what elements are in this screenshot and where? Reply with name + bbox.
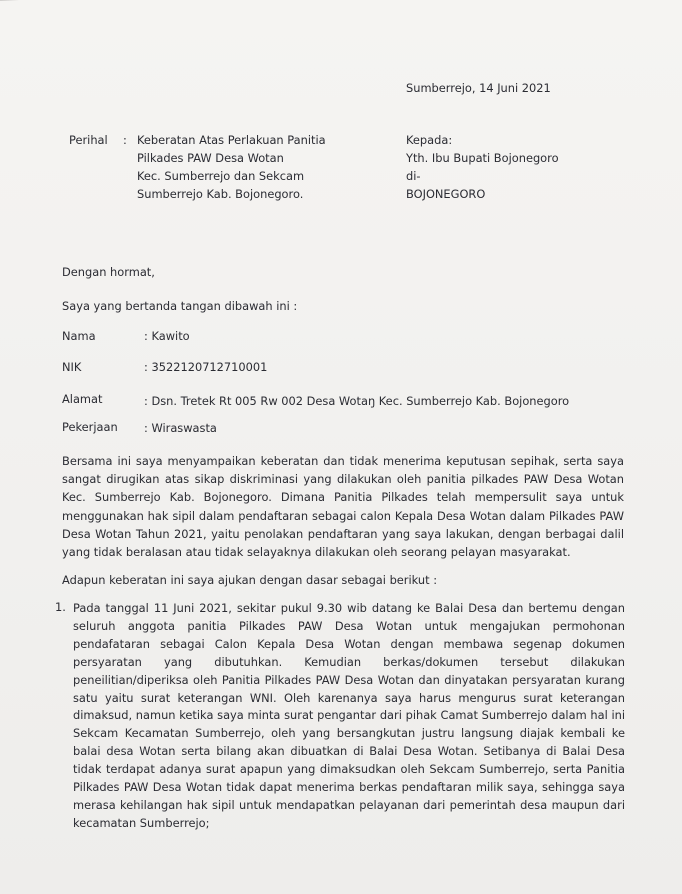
recipient-line: di- (406, 169, 421, 183)
perihal-label: Perihal (69, 133, 108, 147)
page-corner-mark (0, 0, 40, 9)
body-paragraph-2: Adapun keberatan ini saya ajukan dengan dasar sebagai berikut : (62, 573, 438, 587)
field-label-alamat: Alamat (62, 392, 103, 406)
body-paragraph-1: Bersama ini saya menyampaikan keberatan dan tidak menerima keputusan sepihak, serta saya sangat dirugikan atas sikap diskriminasi yang dilakukan oleh panitia pilkades PAW Desa Wotan Kec. Sumberrejo Kab. Bojonegoro. Dimana Panitia Pilkades telah mempersulit saya untuk menggunakan hak sipil dalam pendaftaran sebagai calon Kepala Desa Wotan dalam Pilkades PAW Desa Wotan Tahun 2021, yaitu penolakan pendaftaran yang saya lakukan, dengan berbagai dalil yang tidak beralasan atau tidak selayaknya dilakukan oleh seorang pelayan masyarakat. (62, 454, 624, 560)
field-label-nama: Nama (62, 329, 96, 343)
recipient-line: Yth. Ibu Bupati Bojonegoro (406, 151, 559, 165)
perihal-line: Pilkades PAW Desa Wotan (137, 151, 284, 165)
intro-line: Saya yang bertanda tangan dibawah ini : (62, 299, 298, 313)
recipient-line: Kepada: (406, 133, 453, 147)
list-item-text: Pada tanggal 11 Juni 2021, sekitar pukul 9.30 wib datang ke Balai Desa dan bertemu dengan seluruh anggota panitia Pilkades PAW Desa Wotan untuk mengajukan permohonan pendafataran sebagai Calon Kepala Desa Wotan dengan membawa segenap dokumen persyaratan yang dibutuhkan. Kemudian berkas/dokumen tersebut dilakukan peneilitian/diperiksa oleh Panitia Pilkades PAW Desa Wotan dan dinyatakan persyaratan kurang satu yaitu surat keterangan WNI. Oleh karenanya saya harus mengurus surat keterangan dimaksud, namun ketika saya minta surat pengantar dari pihak Camat Sumberrejo dalam hal ini Sekcam Kecamatan Sumberrejo, oleh yang bersangkutan justru langsung diajak kembali ke balai desa Wotan serta bilang akan dibuatkan di Balai Desa Wotan. Setibanya di Balai Desa tidak terdapat adanya surat apapun yang dimaksudkan oleh Sekcam Sumberrejo, serta Panitia Pilkades PAW Desa Wotan tidak dapat menerima berkas pendaftaran milik saya, sehingga saya merasa kehilangan hak sipil untuk mendapatkan pelayanan dari pemerintah desa maupun dari kecamatan Sumberrejo; (73, 601, 625, 830)
field-value-alamat: : Dsn. Tretek Rt 005 Rw 002 Desa Wotaŋ Kec. Sumberrejo Kab. Bojonegoro (144, 394, 570, 408)
field-label-nik: NIK (62, 360, 82, 374)
date-line: Sumberrejo, 14 Juni 2021 (406, 81, 551, 95)
perihal-line: Keberatan Atas Perlakuan Panitia (137, 133, 326, 147)
field-value-nik: : 3522120712710001 (144, 360, 268, 374)
field-value-pekerjaan: : Wiraswasta (144, 421, 217, 435)
perihal-subject (137, 133, 337, 205)
list-item-number: 1. (55, 600, 66, 614)
perihal-line: Sumberrejo Kab. Bojonegoro. (137, 187, 304, 201)
field-label-pekerjaan: Pekerjaan (62, 420, 118, 434)
field-value-nama: : Kawito (144, 329, 190, 343)
recipient-block (406, 133, 559, 205)
perihal-line: Kec. Sumberrejo dan Sekcam (137, 169, 305, 183)
recipient-line: BOJONEGORO (406, 187, 486, 201)
perihal-colon: : (123, 133, 127, 147)
greeting: Dengan hormat, (62, 265, 155, 279)
